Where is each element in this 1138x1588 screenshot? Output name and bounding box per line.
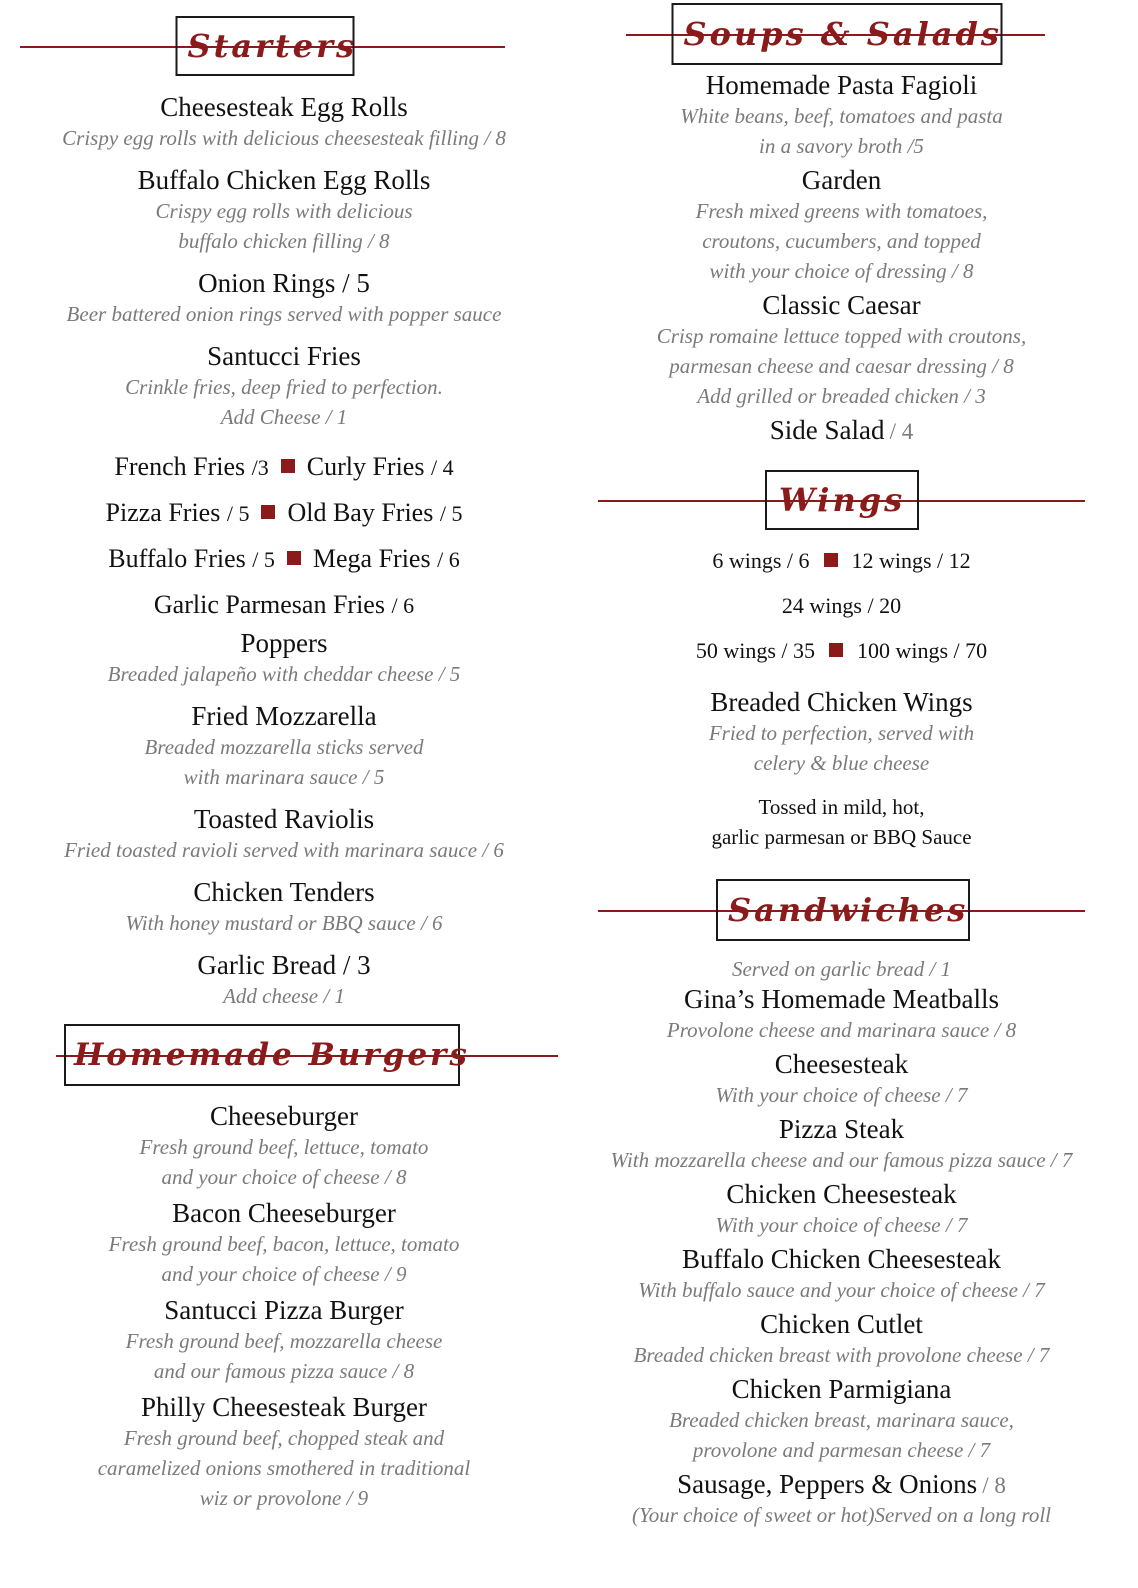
item-price: / 5 [226,501,250,526]
menu-item [598,1374,1085,1465]
item-price: / 6 [391,593,415,618]
bullet-square-icon [281,459,295,473]
menu-item [20,1198,548,1289]
item-description: Fresh mixed greens with tomatoes, [695,199,988,223]
menu-item [598,70,1085,161]
bullet-square-icon [824,553,838,567]
item-description: Crispy egg rolls with delicious [155,199,413,223]
item-description: provolone and parmesan cheese / 7 [692,1438,991,1462]
burgers-header [20,1023,548,1087]
burgers-list [20,1101,548,1513]
menu-item [598,165,1085,286]
wings-list [598,538,1085,673]
item-description: Crisp romaine lettuce topped with croutons, [656,324,1027,348]
menu-item [20,582,548,628]
item-description: and your choice of cheese / 8 [161,1165,407,1189]
menu-item [598,1469,1085,1530]
item-description: Beer battered onion rings served with popper sauce [66,302,502,326]
starters-list [20,628,548,1011]
item-name: Onion Rings / 5 [198,268,370,298]
menu-item [598,1309,1085,1370]
starters-list [20,92,548,432]
fries-list [20,444,548,582]
sandwiches-list [598,984,1085,1465]
item-description: With your choice of cheese / 7 [715,1083,968,1107]
item-name: French Fries [114,452,246,481]
item-name: Chicken Tenders [193,877,375,907]
item-name: Cheeseburger [210,1101,358,1131]
item-name: Bacon Cheeseburger [172,1198,396,1228]
menu-item [20,1392,548,1513]
item-description: wiz or provolone / 9 [199,1486,369,1510]
menu-item [20,341,548,432]
item-description: (Your choice of sweet or hot)Served on a long roll [632,1503,1051,1527]
item-name: Breaded Chicken Wings [710,687,973,717]
menu-item [598,984,1085,1045]
item-name: Sausage, Peppers & Onions [677,1469,978,1499]
menu-item [598,290,1085,411]
section-title: Soups & Salads [672,3,1003,65]
item-name: Mega Fries [312,544,431,573]
menu-item [598,1114,1085,1175]
menu-item [20,628,548,689]
item-description: in a savory broth /5 [759,134,924,158]
item-name: Philly Cheesesteak Burger [141,1392,427,1422]
item-description: buffalo chicken filling / 8 [178,229,390,253]
item-name: Toasted Raviolis [193,804,375,834]
bullet-square-icon [287,551,301,565]
item-name: Classic Caesar [762,290,921,320]
item-name: Garden [801,165,882,195]
item-price: / 5 [439,501,463,526]
menu-item [20,268,548,329]
right-column [598,0,1085,1534]
fries-row [20,536,548,582]
item-name: Side Salad [769,415,885,445]
item-name: Curly Fries [306,452,425,481]
item-name: Chicken Parmigiana [731,1374,952,1404]
item-name: Santucci Fries [207,341,361,371]
menu-item [20,1101,548,1192]
wing-option-row [598,628,1085,673]
item-description: Fried toasted ravioli served with marinara sauce / 6 [64,838,504,862]
item-price: / 4 [889,419,914,444]
wing-option: 12 wings / 12 [851,548,971,573]
section-title: Homemade Burgers [64,1024,460,1086]
wing-sauces [598,792,1085,852]
menu-item [598,687,1085,778]
left-column [20,0,548,1519]
item-description: with marinara sauce / 5 [183,765,385,789]
item-price: / 6 [437,547,460,572]
item-name: Old Bay Fries [287,498,434,527]
item-name: Garlic Parmesan Fries [153,590,385,619]
item-description: Breaded chicken breast with provolone cheese / 7 [633,1343,1050,1367]
item-name: Chicken Cheesesteak [726,1179,957,1209]
menu-item [20,804,548,865]
soups-list [598,70,1085,411]
item-price: / 8 [982,1473,1006,1498]
wing-option-row [598,538,1085,583]
menu-item [20,165,548,256]
item-description: Add grilled or breaded chicken / 3 [697,384,986,408]
item-description: With mozzarella cheese and our famous pizza sauce / 7 [610,1148,1073,1172]
menu-item [20,701,548,792]
sandwiches-header [598,878,1085,942]
item-name: Pizza Steak [778,1114,905,1144]
wings-header [598,470,1085,530]
wing-option: 6 wings / 6 [712,548,810,573]
item-description: Provolone cheese and marinara sauce / 8 [666,1018,1017,1042]
menu-item [20,877,548,938]
menu-item [598,1049,1085,1110]
fries-row [20,490,548,536]
menu-item [598,1179,1085,1240]
item-name: Cheesesteak [774,1049,909,1079]
item-description: and our famous pizza sauce / 8 [153,1359,415,1383]
section-title: Sandwiches [716,879,970,941]
item-name: Fried Mozzarella [191,701,377,731]
section-title: Starters [176,16,355,76]
item-description: With your choice of cheese / 7 [715,1213,968,1237]
item-description: Fresh ground beef, bacon, lettuce, tomato [108,1232,460,1256]
menu-item [598,1244,1085,1305]
item-description: parmesan cheese and caesar dressing / 8 [669,354,1014,378]
item-description: White beans, beef, tomatoes and pasta [680,104,1003,128]
soups-header [598,4,1085,64]
item-name: Gina’s Homemade Meatballs [684,984,999,1014]
item-description: croutons, cucumbers, and topped [702,229,981,253]
item-description: Breaded jalapeño with cheddar cheese / 5 [107,662,461,686]
item-name: Garlic Bread / 3 [197,950,371,980]
item-description: Fresh ground beef, chopped steak and [123,1426,445,1450]
item-price: /3 [251,455,269,480]
item-description: celery & blue cheese [753,751,930,775]
item-description: Fresh ground beef, lettuce, tomato [139,1135,429,1159]
item-description: Crinkle fries, deep fried to perfection. [125,375,443,399]
item-description: caramelized onions smothered in traditional [97,1456,471,1480]
item-description: Fried to perfection, served with [708,721,975,745]
sandwiches-note: Served on garlic bread / 1 [731,957,952,981]
wing-option-row [598,583,1085,628]
item-name: Homemade Pasta Fagioli [705,70,978,100]
item-name: Cheesesteak Egg Rolls [160,92,408,122]
item-description: Add Cheese / 1 [220,405,348,429]
starters-header [20,16,548,76]
item-description: Breaded mozzarella sticks served [144,735,424,759]
menu-item [20,1295,548,1386]
item-description: Crispy egg rolls with delicious cheesesteak filling / 8 [62,126,506,150]
wing-option: 50 wings / 35 [695,638,815,663]
item-price: / 5 [252,547,275,572]
menu-item [598,415,1085,446]
section-title: Wings [765,470,919,530]
item-name: Buffalo Chicken Egg Rolls [137,165,431,195]
item-name: Santucci Pizza Burger [164,1295,404,1325]
sauce-line: Tossed in mild, hot, [758,795,925,819]
item-description: With buffalo sauce and your choice of cheese / 7 [638,1278,1045,1302]
fries-row [20,444,548,490]
wing-option: 24 wings / 20 [781,593,902,618]
item-description: Fresh ground beef, mozzarella cheese [125,1329,443,1353]
item-name: Poppers [240,628,328,658]
item-description: with your choice of dressing / 8 [709,259,974,283]
item-description: Breaded chicken breast, marinara sauce, [669,1408,1014,1432]
bullet-square-icon [829,643,843,657]
item-description: With honey mustard or BBQ sauce / 6 [125,911,443,935]
bullet-square-icon [261,505,275,519]
menu-item [20,92,548,153]
item-description: and your choice of cheese / 9 [161,1262,407,1286]
item-description: Add cheese / 1 [223,984,345,1008]
item-name: Chicken Cutlet [760,1309,923,1339]
item-price: / 4 [430,455,454,480]
item-name: Buffalo Fries [108,544,246,573]
wing-option: 100 wings / 70 [857,638,988,663]
menu-item [20,950,548,1011]
item-name: Buffalo Chicken Cheesesteak [682,1244,1001,1274]
item-name: Pizza Fries [105,498,221,527]
sauce-line: garlic parmesan or BBQ Sauce [711,825,972,849]
